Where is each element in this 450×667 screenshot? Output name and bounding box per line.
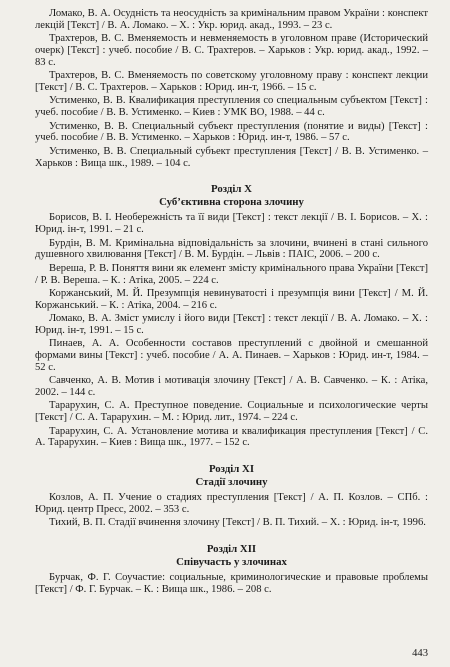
- bibliography-entry: Устименко, В. В. Специальный субъект преступления (понятие и виды) [Текст] : учеб. пособие / В. В. Устименко. – Харьков : Юрид. ин-т, 1986. – 57 с.: [35, 120, 428, 144]
- bibliography-entry: Борисов, В. І. Необережність та її види [Текст] : текст лекції / В. І. Борисов. – Х. : Юрид. ін-т, 1991. – 21 с.: [35, 212, 428, 236]
- section-number: Розділ X: [211, 183, 252, 196]
- bibliography-entry: Тихий, В. П. Стадії вчинення злочину [Текст] / В. П. Тихий. – Х. : Юрид. ін-т, 1996.: [49, 517, 426, 529]
- bibliography-entry: Трахтеров, В. С. Вменяемость и невменяемость в уголовном праве (Исторический очерк) [Текст] : учеб. пособие / В. С. Трахтеров. – Харьков : Укр. юрид. акад., 1992. – 83 с.: [35, 33, 428, 68]
- bibliography-entry: Тарарухин, С. А. Установление мотива и квалификация преступления [Текст] / С. А. Тарарухин. – Киев : Вища шк., 1977. – 152 с.: [35, 425, 428, 449]
- bibliography-entry: Бурдін, В. М. Кримінальна відповідальність за злочини, вчинені в стані сильного душевного хвилювання [Текст] / В. М. Бурдін. – Львів : ПАІС, 2006. – 200 с.: [35, 237, 428, 261]
- section-xi-bibliography: [35, 492, 428, 529]
- intro-bibliography: [35, 8, 428, 169]
- section-heading-xi: [35, 463, 428, 488]
- section-number: Розділ XI: [208, 463, 255, 476]
- bibliography-entry: Пинаев, А. А. Особенности составов преступлений с двойной и смешанной формами вины [Текст] : учеб. пособие / А. А. Пинаев. – Харьков : Юрид. ин-т, 1984. – 52 с.: [35, 338, 428, 373]
- section-x-bibliography: [35, 212, 428, 449]
- page-number: 443: [412, 648, 428, 659]
- bibliography-entry: Трахтеров, В. С. Вменяемость по советскому уголовному праву : конспект лекции [Текст] / В. С. Трахтеров. – Харьков : Юрид. ин-т, 1966. – 15 с.: [35, 70, 428, 93]
- bibliography-entry: Савченко, А. В. Мотив і мотивація злочину [Текст] / А. В. Савченко. – К. : Атіка, 2002. – 144 с.: [35, 375, 428, 399]
- section-title: Співучасть у злочинах: [176, 555, 287, 568]
- section-heading-x: [35, 183, 428, 208]
- bibliography-entry: Устименко, В. В. Квалификация преступления со специальным субъектом [Текст] : учеб. пособие / В. В. Устименко. – Киев : УМК ВО, 1988. – 44 с.: [35, 95, 428, 119]
- bibliography-entry: Тарарухин, С. А. Преступное поведение. Социальные и психологические черты [Текст] / С. А. Тарарухин. – М. : Юрид. лит., 1974. – 224 с.: [35, 400, 428, 424]
- section-heading-xii: [35, 543, 428, 568]
- bibliography-entry: Коржанський, М. Й. Презумпція невинуватості і презумпція вини [Текст] / М. Й. Коржанський. – К. : Атіка, 2004. – 216 с.: [35, 287, 428, 311]
- section-title: Стадії злочину: [195, 475, 268, 488]
- bibliography-entry: Козлов, А. П. Учение о стадиях преступления [Текст] / А. П. Козлов. – СПб. : Юрид. центр Пресс, 2002. – 353 с.: [35, 492, 428, 516]
- bibliography-entry: Ломако, В. А. Зміст умислу і його види [Текст] : текст лекції / В. А. Ломако. – Х. : Юрид. ін-т, 1991. – 15 с.: [35, 313, 428, 336]
- bibliography-entry: Вереша, Р. В. Поняття вини як елемент змісту кримінального права України [Текст] / Р. В. Вереша. – К. : Атіка, 2005. – 224 с.: [35, 262, 428, 286]
- section-title: Суб’єктивна сторона злочину: [159, 195, 304, 208]
- bibliography-entry: Устименко, В. В. Специальный субъект преступления [Текст] / В. В. Устименко. – Харьков : Вища шк., 1989. – 104 с.: [35, 145, 428, 169]
- bibliography-entry: Бурчак, Ф. Г. Соучастие: социальные, криминологические и правовые проблемы [Текст] / Ф. Г. Бурчак. – К. : Вища шк., 1986. – 208 с.: [35, 572, 428, 595]
- section-number: Розділ XII: [206, 543, 257, 556]
- bibliography-entry: Ломако, В. А. Осудність та неосудність за кримінальним правом України : конспект лекцій [Текст] / В. А. Ломако. – Х. : Укр. юрид. акад., 1993. – 23 с.: [35, 8, 428, 31]
- section-xii-bibliography: [35, 572, 428, 596]
